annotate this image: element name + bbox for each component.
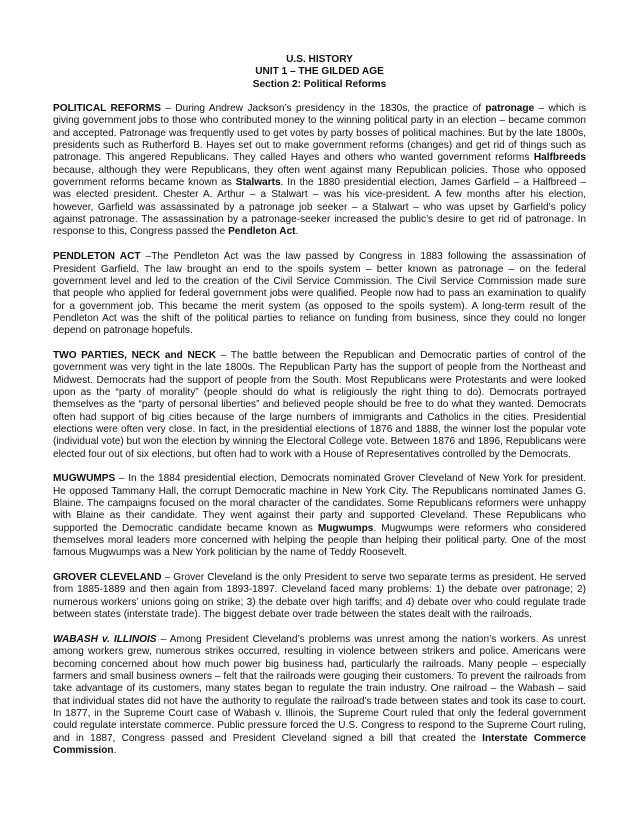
document-page (53, 54, 586, 770)
heading-mugwumps: MUGWUMPS (53, 473, 116, 485)
heading-political-reforms: POLITICAL REFORMS (53, 103, 161, 115)
document-header (53, 54, 586, 91)
paragraph-wabash: WABASH v. ILLINOIS – Among President Cleveland’s problems was unrest among the nation’s workers. As unrest among workers grew, numerous strikes occurred, resulting in violence between strikers and police. Americans were becoming concerned about how much power big business had, particularly the railroads. Many people – especially farmers and small business owners – felt that the railroads were gouging their customers. To prevent the railroads from take advantage of its customers, many states began to regulate the train industry. One railroad – the Wabash – said that individual states did not have the authority to regulate the railroad’s trade between states and took its case to court. In 1877, in the Supreme Court case of Wabash v. Illinois, the Supreme Court ruled that only the federal government could regulate interstate commerce. Public pressure forced the U.S. Congress to respond to the Supreme Court ruling, and in 1887, Congress passed and President Cleveland signed a bill that created the Interstate Commerce Commission. (53, 633, 586, 756)
heading-two-parties: TWO PARTIES, NECK and NECK (53, 349, 217, 361)
unit-title: UNIT 1 – THE GILDED AGE (255, 66, 384, 78)
paragraph-pendleton-act: PENDLETON ACT –The Pendleton Act was the law passed by Congress in 1883 following the assassination of President Garfield. The law brought an end to the spoils system – better known as patronage – on the federal government level and led to the creation of the Civil Service Commission. The Civil Service Commission made sure that people who applied for federal government jobs were qualified. People now had to pass an examination to qualify for a government job. This became the merit system (as opposed to the spoils system). A long-term result of the Pendleton Act was the shift of the political parties to reliance on funding from business, since they could no longer depend on patronage hopefuls. (53, 251, 586, 337)
heading-grover-cleveland: GROVER CLEVELAND (53, 572, 162, 584)
heading-wabash: WABASH v. ILLINOIS (53, 633, 157, 645)
paragraph-two-parties: TWO PARTIES, NECK and NECK – The battle between the Republican and Democratic parties of control of the government was very tight in the late 1800s. The Republican Party has the support of people from the Northeast and Midwest. Democrats had the support of people from the South. Most Republicans were Protestants and were looked upon as the “party of morality” (people should do what is religiously the right thing to do). Democrats portrayed themselves as the “party of personal liberties” and believed people should be free to do what they wanted. Democrats often had support of big cities because of the large numbers of immigrants and Catholics in the cities. Presidential elections were often very close. In fact, in the presidential elections of 1876 and 1888, the winner lost the popular vote (individual vote) but won the election by winning the Electoral College vote. Between 1876 and 1896, Republicans were elected four out of six elections, but often had to work with a House of Representatives controlled by the Democrats. (53, 349, 586, 460)
course-title: U.S. HISTORY (286, 54, 353, 65)
paragraph-political-reforms: POLITICAL REFORMS – During Andrew Jackson’s presidency in the 1830s, the practice of patronage – which is giving government jobs to those who contributed money to the winning political party in an election – became common and accepted. Patronage was frequently used to get votes by party bosses of political machines. But by the late 1800s, presidents such as Rutherford B. Hayes set out to make government reforms (changes) and get rid of things such as patronage. This angered Republicans. They called Hayes and others who wanted government reforms Halfbreeds because, although they were Republicans, they often went against many Republican policies. Those who opposed government reforms became known as Stalwarts. In the 1880 presidential election, James Garfield – a Halfbreed – was elected president. Chester A. Arthur – a Stalwart – was his vice-president. A few months after his election, however, Garfield was assassinated by a patronage job seeker – a Stalwart – who was upset by Garfield’s policy against patronage. The assassination by a patronage-seeker increased the public’s desire to get rid of patronage. In response to this, Congress passed the Pendleton Act. (53, 103, 587, 238)
heading-pendleton-act: PENDLETON ACT (53, 251, 141, 263)
paragraph-mugwumps: MUGWUMPS – In the 1884 presidential election, Democrats nominated Grover Cleveland of New York for president. He opposed Tammany Hall, the corrupt Democratic machine in New York City. The Republicans nominated James G. Blaine. The campaigns focused on the moral character of the candidates. Some Republicans reformers were unhappy with Blaine as their candidate. They went against their party and supported Cleveland. These Republicans who supported the Democratic candidate became known as Mugwumps. Mugwumps were reformers who considered themselves moral leaders more concerned with helping the people than helping their political party. One of the most famous Mugwumps was a New York politician by the name of Teddy Roosevelt. (53, 473, 586, 559)
paragraph-grover-cleveland: GROVER CLEVELAND – Grover Cleveland is the only President to serve two separate terms as president. He served from 1885-1889 and then again from 1893-1897. Cleveland faced many problems: 1) the debate over patronage; 2) numerous workers’ unions going on strike; 3) the debate over high tariffs; and 4) debate over who could regulate trade between states (interstate trade). The biggest debate over trade between the states dealt with the railroads. (53, 572, 586, 621)
section-title: Section 2: Political Reforms (252, 78, 387, 90)
